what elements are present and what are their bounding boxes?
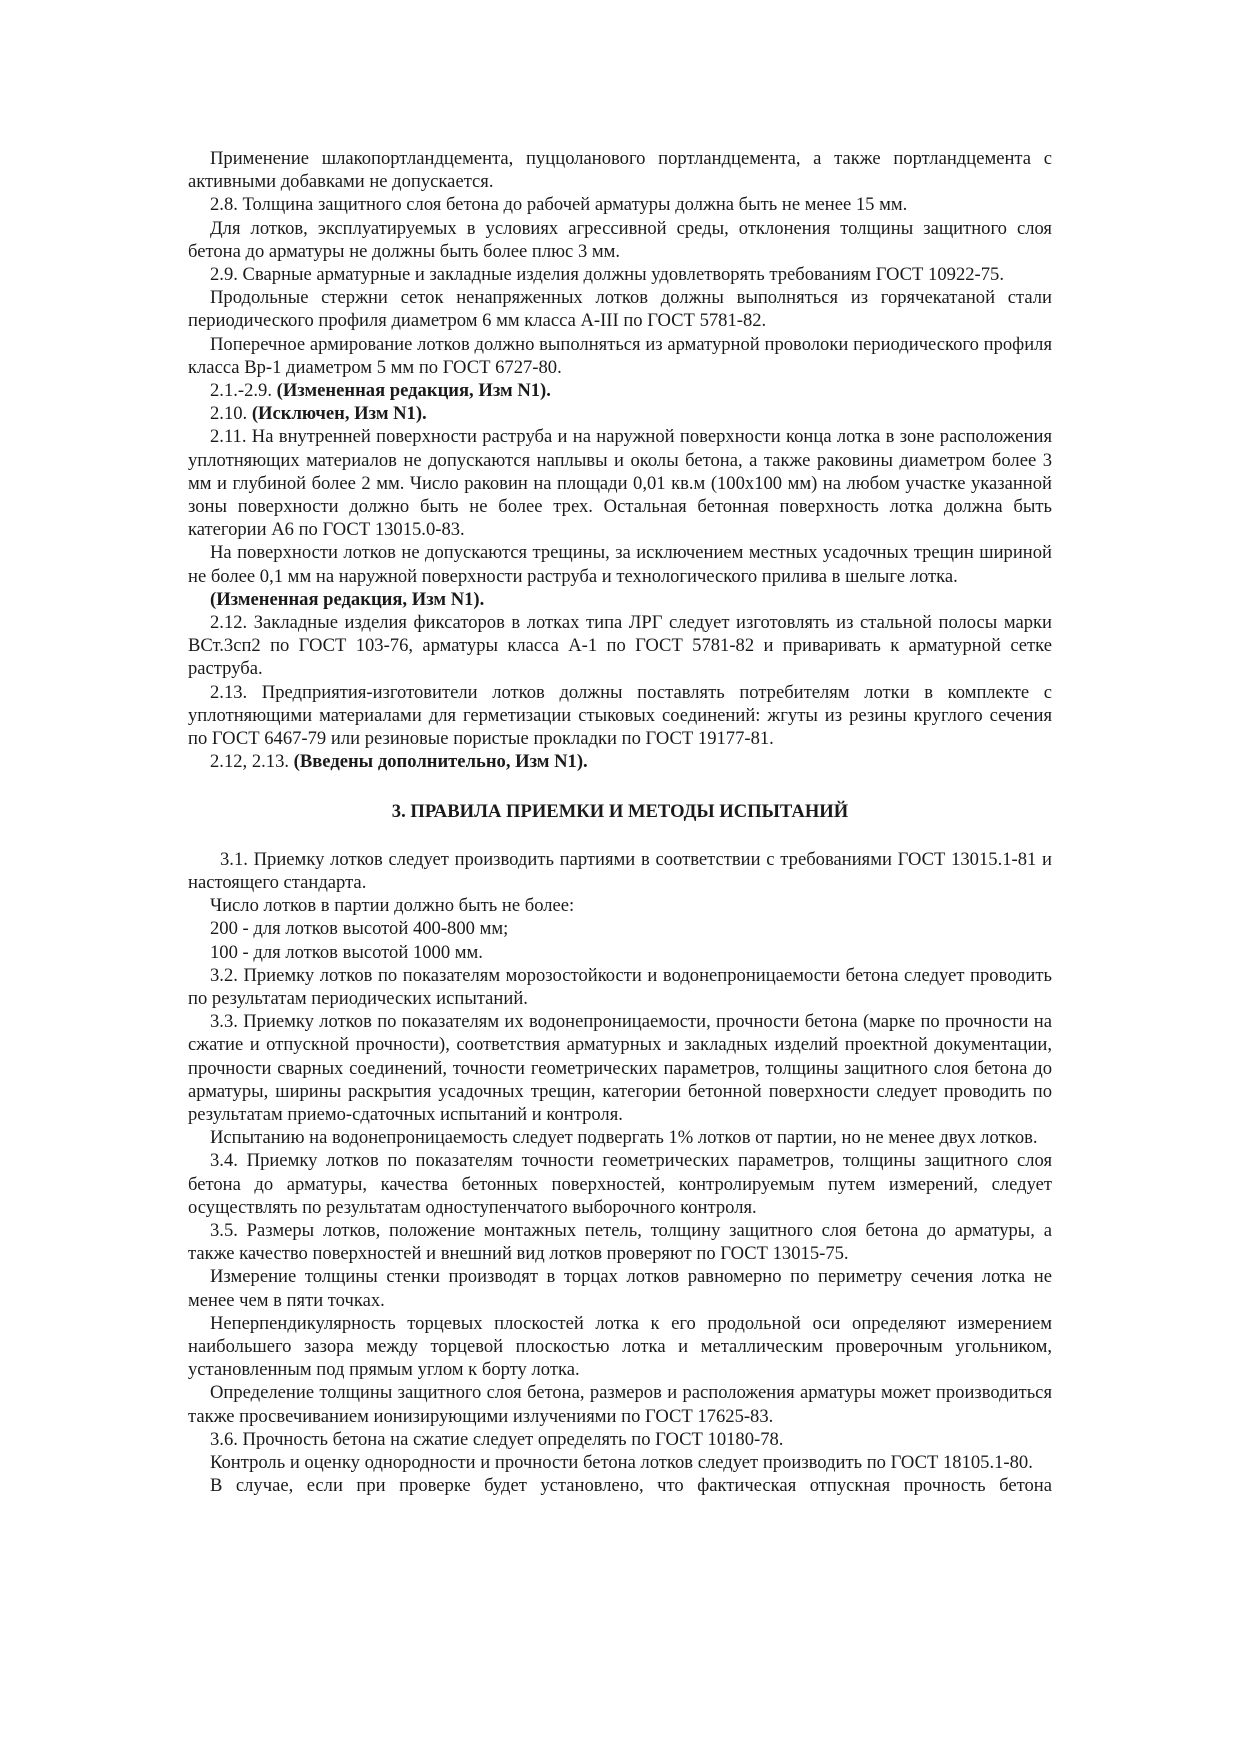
paragraph: Испытанию на водонепроницаемость следует подвергать 1% лотков от партии, но не менее двух лотков. [210, 1127, 1038, 1149]
paragraph: 3.4. Приемку лотков по показателям точности геометрических параметров, толщины защитного слоя бетона до арматуры, качества бетонных поверхностей, контролируемым путем измерений, следует осуществлять по результатам одноступенчатого выборочного контроля. [188, 1150, 1052, 1218]
paragraph: На поверхности лотков не допускаются трещины, за исключением местных усадочных трещин шириной не более 0,1 мм на наружной поверхности раструба и технологического прилива в шелыге лотка. [188, 542, 1052, 587]
paragraph: 3.5. Размеры лотков, положение монтажных петель, толщину защитного слоя бетона до арматуры, а также качество поверхностей и внешний вид лотков проверяют по ГОСТ 13015-75. [188, 1219, 1052, 1265]
amendment-note-bold: (Измененная редакция, Изм N1). [276, 380, 551, 402]
paragraph: В случае, если при проверке будет установлено, что фактическая отпускная прочность бетона [210, 1475, 1052, 1497]
paragraph: Определение толщины защитного слоя бетона, размеров и расположения арматуры может производиться также просвечиванием ионизирующими излучениями по ГОСТ 17625-83. [188, 1382, 1052, 1427]
amendment-note-bold: (Измененная редакция, Изм N1). [210, 588, 485, 610]
paragraph: Для лотков, эксплуатируемых в условиях агрессивной среды, отклонения толщины защитного слоя бетона до арматуры не должны быть более плюс 3 мм. [188, 217, 1052, 262]
document-page [188, 147, 1052, 1497]
paragraph: Поперечное армирование лотков должно выполняться из арматурной проволоки периодического профиля класса Вр-1 диаметром 5 мм по ГОСТ 6727-80. [188, 333, 1052, 378]
amendment-note-bold: (Исключен, Изм N1). [251, 403, 427, 425]
paragraph: Неперпендикулярность торцевых плоскостей лотка к его продольной оси определяют измерением наибольшего зазора между торцевой плоскостью лотка и металлическим проверочным угольником, установленным под прямым углом к борту лотка. [188, 1312, 1052, 1381]
paragraph: 3.6. Прочность бетона на сжатие следует определять по ГОСТ 10180-78. [210, 1428, 784, 1450]
paragraph: 2.9. Сварные арматурные и закладные изделия должны удовлетворять требованиям ГОСТ 10922-75. [210, 264, 1004, 286]
paragraph: 2.13. Предприятия-изготовители лотков должны поставлять потребителям лотки в комплекте с уплотняющими материалами для герметизации стыковых соединений: жгуты из резины круглого сечения по ГОСТ 6467-79 или резиновые пористые прокладки по ГОСТ 19177-81. [188, 681, 1052, 750]
paragraph: 3.1. Приемку лотков следует производить партиями в соответствии с требованиями ГОСТ 13015.1-81 и настоящего стандарта. [188, 848, 1052, 893]
paragraph: 3.3. Приемку лотков по показателям их водонепроницаемости, прочности бетона (марке по прочности на сжатие и отпускной прочности), соответствия арматурных и закладных изделий проектной документации, прочности сварных соединений, точности геометрических параметров, толщины защитного слоя бетона до арматуры, ширины раскрытия усадочных трещин, категории бетонной поверхности следует проводить по результатам приемо-сдаточных испытаний и контроля. [188, 1011, 1052, 1125]
amendment-note-prefix: 2.10. [210, 403, 252, 425]
paragraph: Измерение толщины стенки производят в торцах лотков равномерно по периметру сечения лотка не менее чем в пяти точках. [188, 1266, 1052, 1311]
paragraph: Продольные стержни сеток ненапряженных лотков должны выполняться из горячекатаной стали периодического профиля диаметром 6 мм класса А-III по ГОСТ 5781-82. [188, 287, 1052, 332]
section-heading: 3. ПРАВИЛА ПРИЕМКИ И МЕТОДЫ ИСПЫТАНИЙ [391, 801, 849, 823]
paragraph: 2.8. Толщина защитного слоя бетона до рабочей арматуры должна быть не менее 15 мм. [210, 194, 908, 216]
paragraph: 3.2. Приемку лотков по показателям морозостойкости и водонепроницаемости бетона следует проводить по результатам периодических испытаний. [188, 964, 1052, 1009]
paragraph: 100 - для лотков высотой 1000 мм. [210, 941, 483, 963]
paragraph: Применение шлакопортландцемента, пуццоланового портландцемента, а также портландцемента с активными добавками не допускается. [188, 148, 1052, 193]
amendment-note-prefix: 2.12, 2.13. [210, 751, 294, 773]
paragraph: 2.12. Закладные изделия фиксаторов в лотках типа ЛРГ следует изготовлять из стальной полосы марки ВСт.3сп2 по ГОСТ 103-76, арматуры класса А-1 по ГОСТ 5781-82 и приваривать к арматурной сетке раструба. [188, 612, 1052, 680]
amendment-note [188, 402, 1052, 425]
paragraph: 2.11. На внутренней поверхности раструба и на наружной поверхности конца лотка в зоне расположения уплотняющих материалов не допускаются наплывы и околы бетона, а также раковины диаметром более 3 мм и глубиной более 2 мм. Число раковин на площади 0,01 кв.м (100х100 мм) на любом участке указанной зоны поверхности должно быть не более трех. Остальная бетонная поверхность лотка должна быть категории А6 по ГОСТ 13015.0-83. [188, 426, 1052, 541]
paragraph: Число лотков в партии должно быть не более: [210, 895, 575, 917]
amendment-note-prefix: 2.1.-2.9. [210, 380, 277, 402]
paragraph: Контроль и оценку однородности и прочности бетона лотков следует производить по ГОСТ 18105.1-80. [210, 1451, 1033, 1473]
paragraph: 200 - для лотков высотой 400-800 мм; [210, 918, 509, 940]
amendment-note [188, 588, 1052, 611]
amendment-note [188, 750, 1052, 773]
amendment-note-bold: (Введены дополнительно, Изм N1). [293, 751, 588, 773]
amendment-note [188, 379, 1052, 402]
